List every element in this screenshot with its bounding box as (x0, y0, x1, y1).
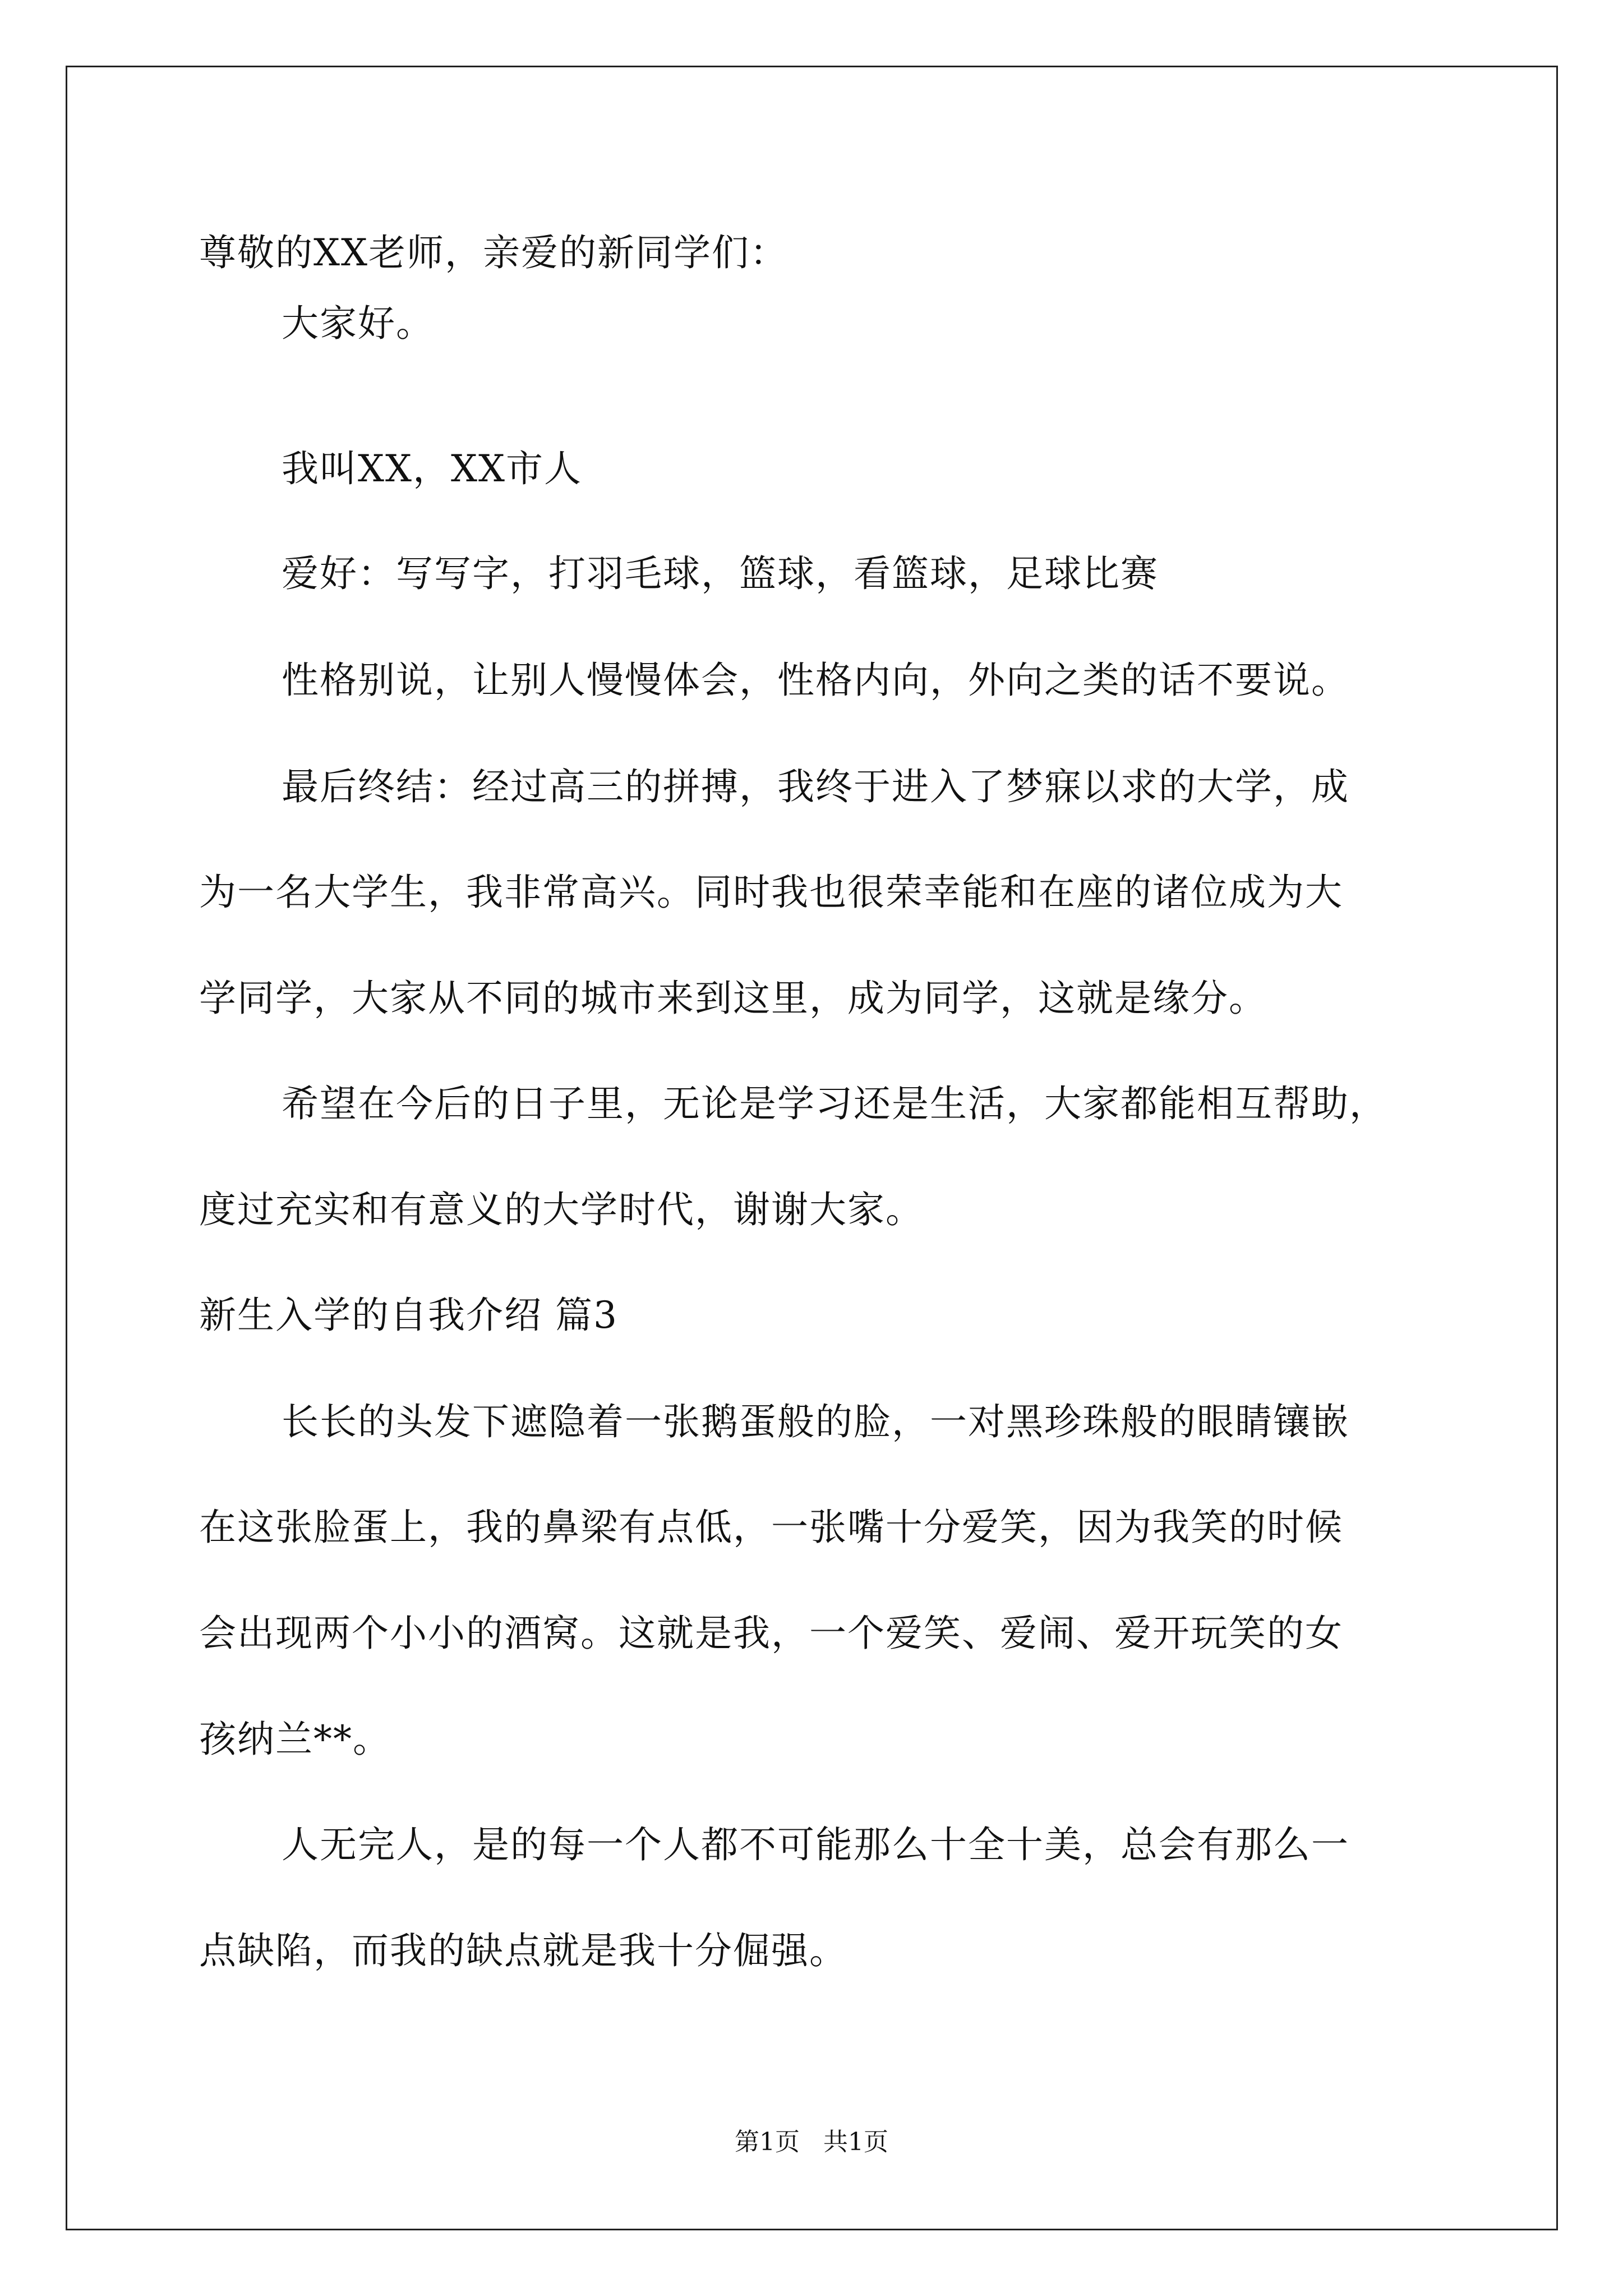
page-number-footer: 第1页 共1页 (735, 2128, 888, 2156)
hobbies-line: 爱好：写写字，打羽毛球，篮球，看篮球，足球比赛 (282, 552, 1159, 595)
summary-line-3: 学同学，大家从不同的城市来到这里，成为同学，这就是缘分。 (199, 977, 1267, 1020)
page-frame (66, 66, 1558, 2230)
greeting-line: 大家好。 (282, 302, 434, 345)
appearance-line-1: 长长的头发下遮隐着一张鹅蛋般的脸，一对黑珍珠般的眼睛镶嵌 (282, 1400, 1349, 1443)
appearance-line-4: 孩纳兰**。 (199, 1718, 391, 1761)
personality-line: 性格别说，让别人慢慢体会，性格内向，外向之类的话不要说。 (282, 659, 1349, 702)
flaw-line-1: 人无完人，是的每一个人都不可能那么十全十美，总会有那么一 (282, 1823, 1349, 1866)
hope-line-1: 希望在今后的日子里，无论是学习还是生活，大家都能相互帮助， (282, 1082, 1387, 1125)
flaw-line-2: 点缺陷，而我的缺点就是我十分倔强。 (199, 1929, 847, 1972)
hope-line-2: 度过充实和有意义的大学时代，谢谢大家。 (199, 1188, 924, 1231)
summary-line-2: 为一名大学生，我非常高兴。同时我也很荣幸能和在座的诸位成为大 (199, 871, 1343, 914)
name-line: 我叫XX，XX市人 (282, 447, 582, 490)
appearance-line-3: 会出现两个小小的酒窝。这就是我，一个爱笑、爱闹、爱开玩笑的女 (199, 1612, 1343, 1655)
salutation-line: 尊敬的XX老师，亲爱的新同学们： (199, 231, 788, 274)
summary-line-1: 最后终结：经过高三的拼搏，我终于进入了梦寐以求的大学，成 (282, 765, 1349, 808)
appearance-line-2: 在这张脸蛋上，我的鼻梁有点低，一张嘴十分爱笑，因为我笑的时候 (199, 1506, 1343, 1549)
section-heading: 新生入学的自我介绍 篇3 (199, 1294, 618, 1337)
